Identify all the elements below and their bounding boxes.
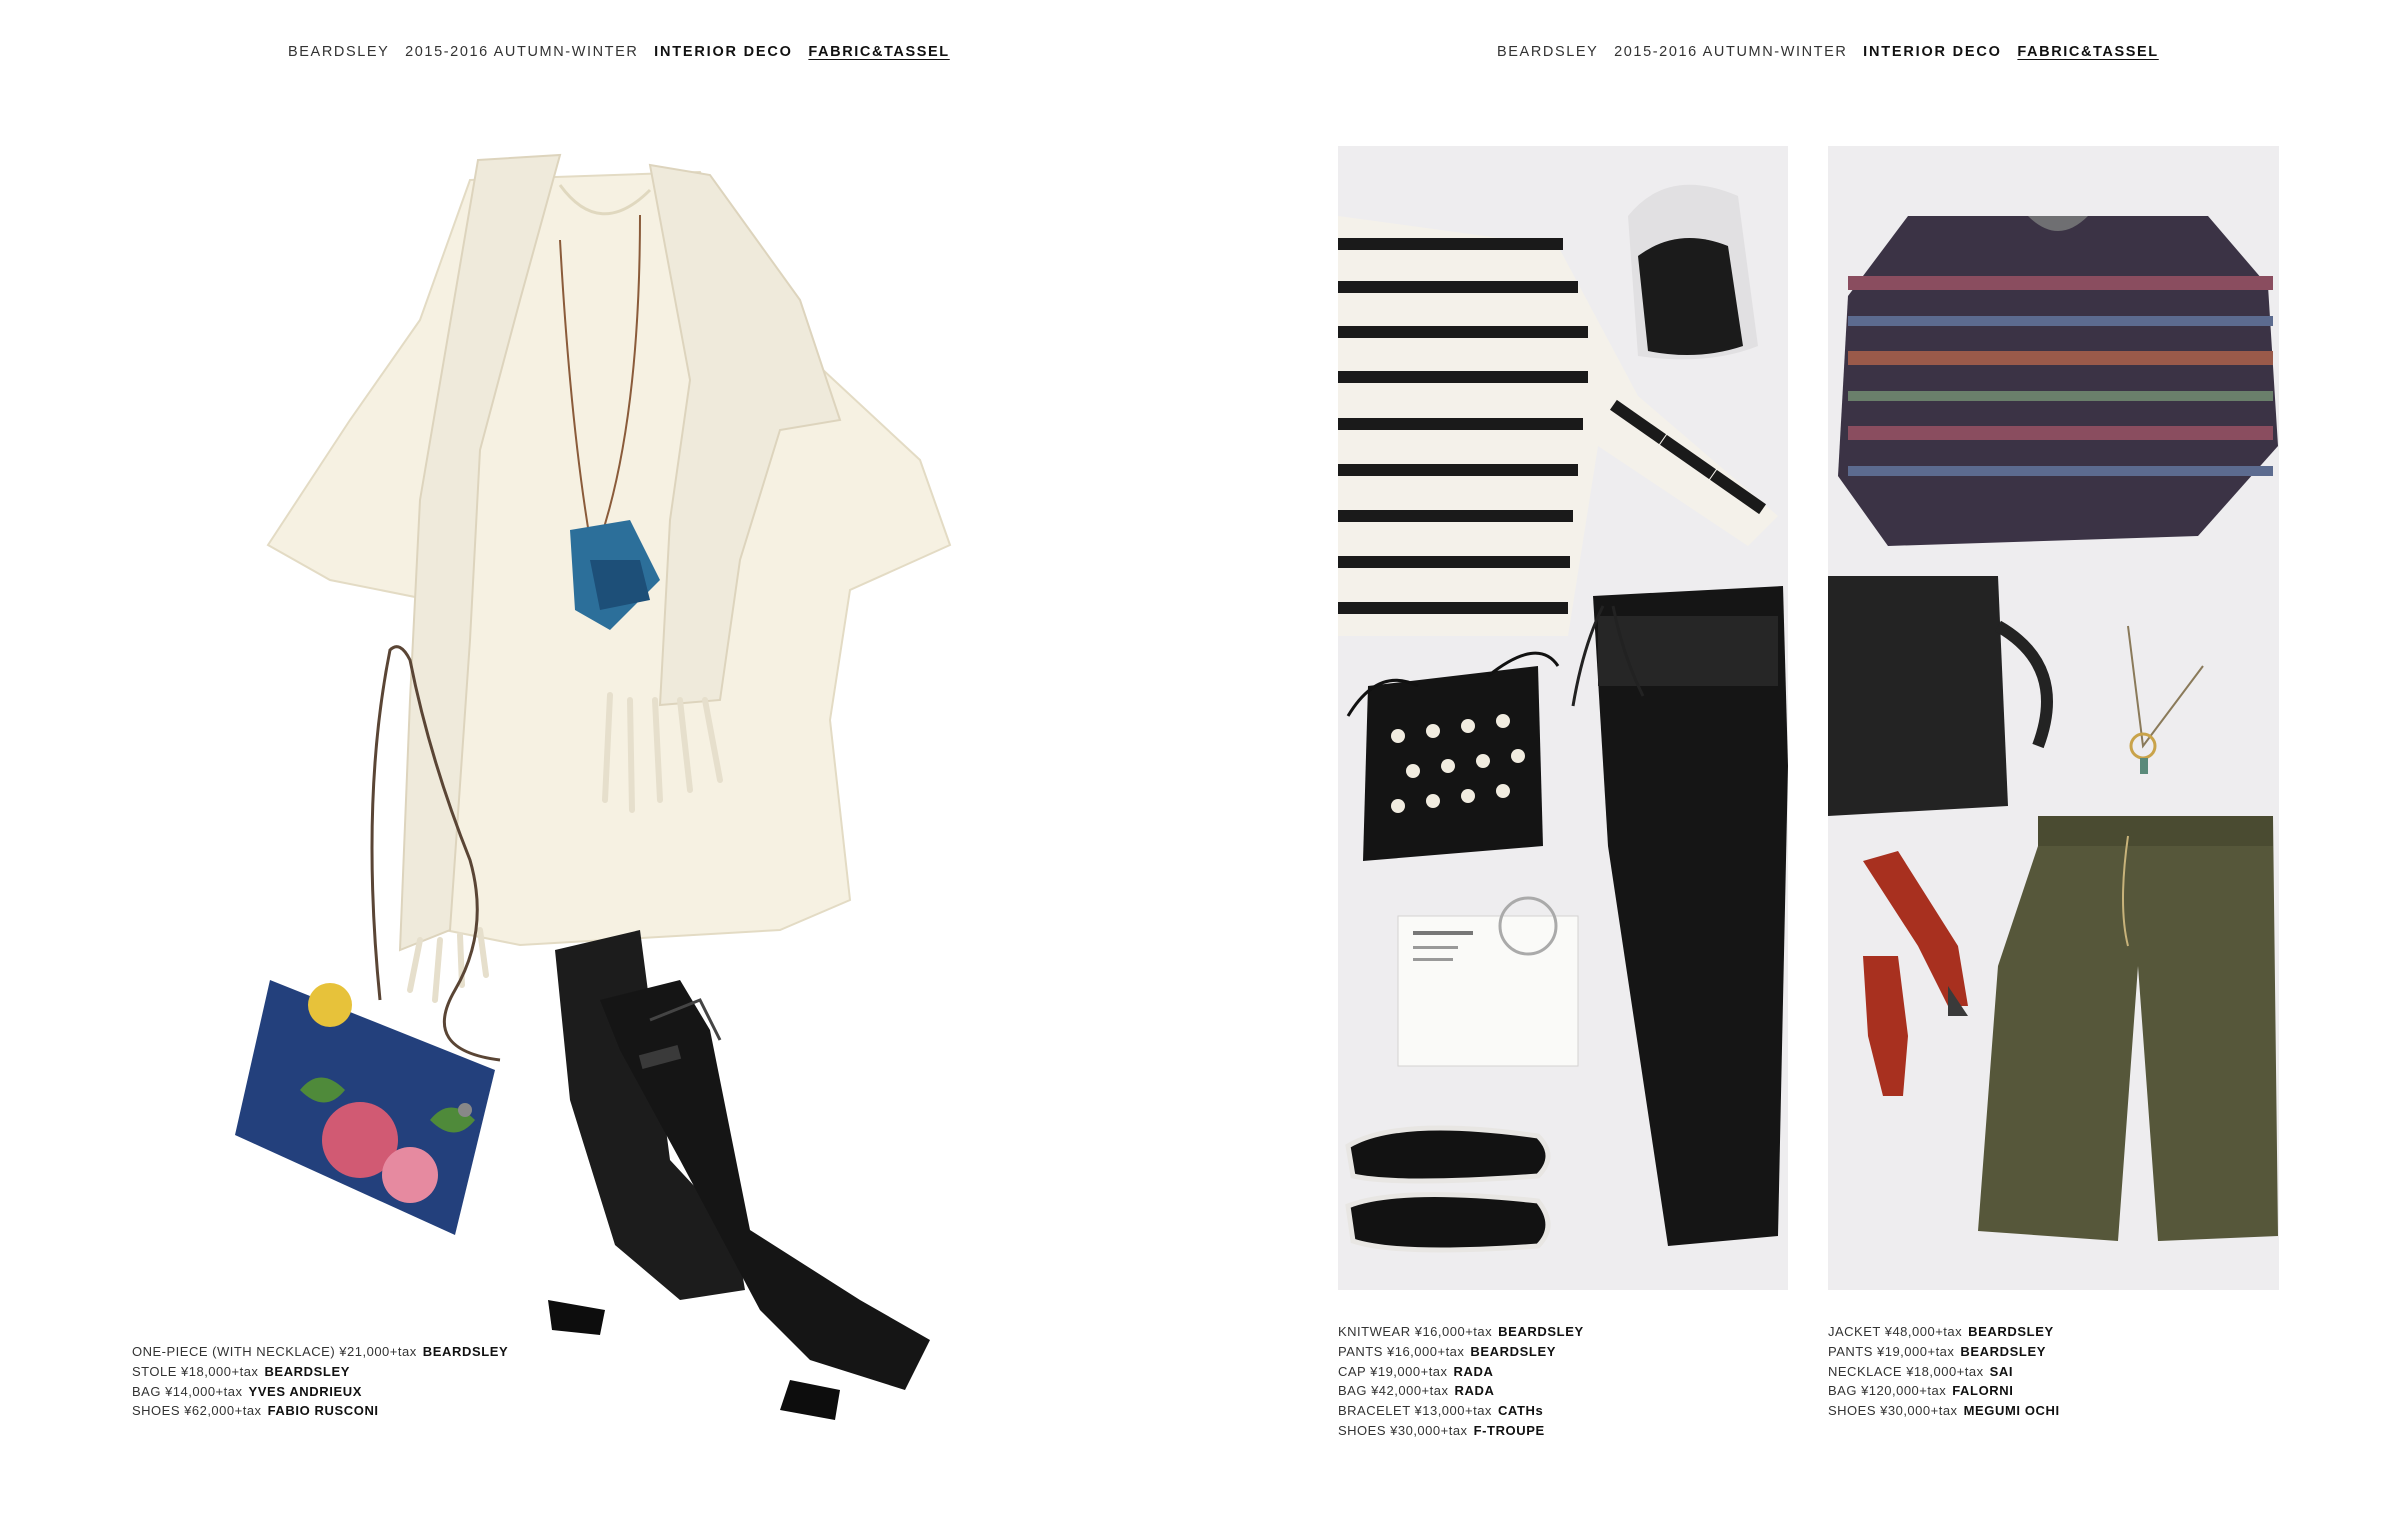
credit-brand: BEARDSLEY bbox=[422, 1344, 509, 1359]
look-left-credits bbox=[132, 1342, 508, 1421]
header-season: 2015-2016 AUTUMN-WINTER bbox=[1614, 44, 1848, 60]
credit-brand: FABIO RUSCONI bbox=[267, 1403, 379, 1419]
credit-brand: YVES ANDRIEUX bbox=[248, 1383, 363, 1399]
credit-brand: RADA bbox=[1454, 1383, 1495, 1399]
credit-item: CAP ¥19,000+tax bbox=[1338, 1363, 1448, 1379]
header-section: INTERIOR DECO bbox=[654, 44, 793, 60]
look-b-panel bbox=[1828, 146, 2279, 1290]
credit-item: SHOES ¥30,000+tax bbox=[1828, 1403, 1958, 1419]
header-right bbox=[1497, 44, 2169, 60]
credit-item: BAG ¥42,000+tax bbox=[1338, 1383, 1449, 1399]
credit-item: NECKLACE ¥18,000+tax bbox=[1828, 1363, 1984, 1379]
credit-line bbox=[1828, 1342, 2060, 1362]
embroidered-jacket bbox=[1838, 216, 2278, 546]
header-brand: BEARDSLEY bbox=[1497, 44, 1599, 60]
credit-brand: CATHs bbox=[1497, 1403, 1544, 1419]
credit-brand: FALORNI bbox=[1952, 1383, 2014, 1399]
header-section: INTERIOR DECO bbox=[1863, 44, 2002, 60]
look-a-photo bbox=[1338, 146, 1788, 1290]
credit-brand: BEARDSLEY bbox=[264, 1363, 351, 1379]
credit-item: ONE-PIECE (WITH NECKLACE) ¥21,000+tax bbox=[132, 1344, 417, 1359]
red-pumps bbox=[1863, 851, 1968, 1096]
credit-brand: RADA bbox=[1453, 1363, 1494, 1379]
header-subsection: FABRIC&TASSEL bbox=[2017, 44, 2159, 60]
floral-clutch bbox=[235, 980, 495, 1235]
credit-line bbox=[132, 1382, 508, 1402]
header-subsection: FABRIC&TASSEL bbox=[808, 44, 950, 60]
credit-item: BAG ¥120,000+tax bbox=[1828, 1383, 1947, 1399]
credit-item: PANTS ¥19,000+tax bbox=[1828, 1343, 1955, 1359]
credit-brand: BEARDSLEY bbox=[1960, 1343, 2046, 1359]
header-season: 2015-2016 AUTUMN-WINTER bbox=[405, 44, 639, 60]
look-b-photo bbox=[1828, 146, 2279, 1290]
white-notebook bbox=[1398, 916, 1578, 1066]
credit-line bbox=[1338, 1362, 1584, 1382]
credit-brand: MEGUMI OCHI bbox=[1963, 1403, 2060, 1419]
look-a-panel bbox=[1338, 146, 1788, 1290]
credit-item: BAG ¥14,000+tax bbox=[132, 1383, 243, 1399]
credit-line bbox=[132, 1362, 508, 1382]
credit-brand: F-TROUPE bbox=[1473, 1422, 1545, 1438]
credit-item: SHOES ¥62,000+tax bbox=[132, 1403, 262, 1419]
credit-brand: BEARDSLEY bbox=[1470, 1343, 1556, 1359]
black-slip-on-shoes bbox=[1348, 1128, 1548, 1250]
pendant-necklace bbox=[2128, 626, 2203, 774]
look-a-credits bbox=[1338, 1322, 1584, 1441]
credit-brand: BEARDSLEY bbox=[1498, 1324, 1584, 1339]
left-look-photo bbox=[0, 0, 1100, 1516]
credit-line bbox=[1828, 1362, 2060, 1382]
credit-item: BRACELET ¥13,000+tax bbox=[1338, 1403, 1492, 1419]
header-brand: BEARDSLEY bbox=[288, 44, 390, 60]
credit-line bbox=[132, 1342, 508, 1362]
pearl-drawstring-bag bbox=[1348, 653, 1558, 861]
credit-line bbox=[1338, 1322, 1584, 1342]
credit-line bbox=[1338, 1421, 1584, 1441]
credit-item: STOLE ¥18,000+tax bbox=[132, 1363, 259, 1379]
credit-line bbox=[1828, 1381, 2060, 1401]
credit-line bbox=[1338, 1401, 1584, 1421]
knit-cap-with-veil bbox=[1628, 185, 1758, 360]
credit-line bbox=[1828, 1401, 2060, 1421]
credit-line bbox=[1828, 1322, 2060, 1342]
look-b-credits bbox=[1828, 1322, 2060, 1421]
credit-item: JACKET ¥48,000+tax bbox=[1828, 1324, 1963, 1339]
black-wide-pants bbox=[1573, 586, 1788, 1246]
credit-item: PANTS ¥16,000+tax bbox=[1338, 1343, 1465, 1359]
credit-brand: BEARDSLEY bbox=[1968, 1324, 2054, 1339]
credit-line bbox=[1338, 1342, 1584, 1362]
credit-item: SHOES ¥30,000+tax bbox=[1338, 1422, 1468, 1438]
credit-item: KNITWEAR ¥16,000+tax bbox=[1338, 1324, 1493, 1339]
olive-culottes bbox=[1978, 816, 2278, 1241]
black-leather-boots bbox=[548, 930, 930, 1420]
credit-line bbox=[1338, 1381, 1584, 1401]
woven-leather-bag bbox=[1828, 576, 2047, 816]
credit-brand: SAI bbox=[1989, 1363, 2014, 1379]
credit-line bbox=[132, 1401, 508, 1421]
